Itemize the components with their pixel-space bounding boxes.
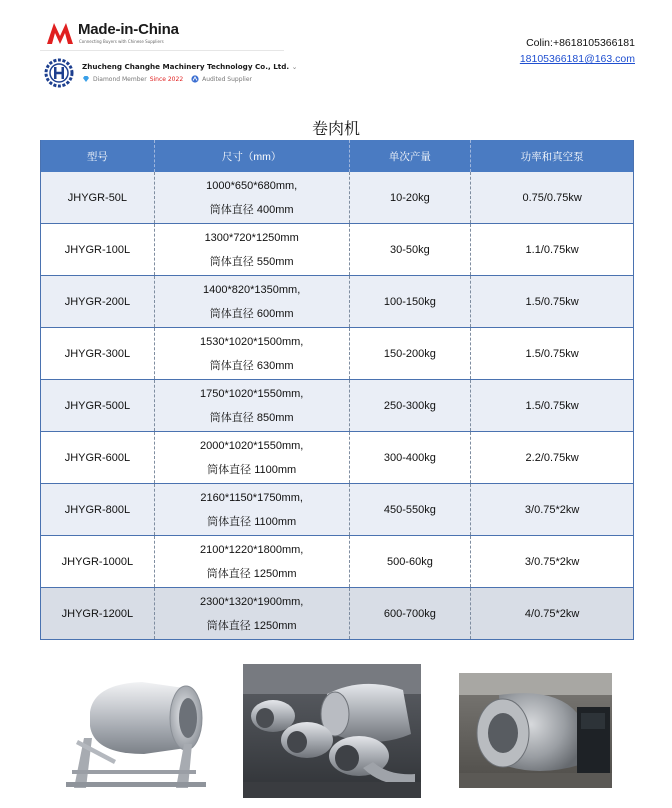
size-diameter: 筒体直径 600mm bbox=[209, 307, 294, 320]
size-diameter: 筒体直径 1250mm bbox=[206, 619, 297, 632]
cell-model: JHYGR-300L bbox=[41, 328, 155, 380]
size-diameter: 筒体直径 850mm bbox=[209, 411, 294, 424]
cell-size bbox=[154, 380, 349, 432]
size-dimensions: 1750*1020*1550mm, bbox=[199, 387, 304, 400]
cell-capacity: 10-20kg bbox=[349, 172, 471, 224]
cell-size bbox=[154, 276, 349, 328]
cell-capacity: 30-50kg bbox=[349, 224, 471, 276]
header-model: 型号 bbox=[41, 140, 155, 172]
m-logo-icon bbox=[46, 20, 76, 46]
size-diameter: 筒体直径 1100mm bbox=[207, 463, 297, 476]
size-dimensions: 1400*820*1350mm, bbox=[203, 283, 301, 296]
cell-power: 0.75/0.75kw bbox=[471, 172, 634, 224]
audited-supplier-icon bbox=[191, 75, 199, 83]
cell-power: 4/0.75*2kw bbox=[471, 588, 634, 640]
size-diameter: 筒体直径 550mm bbox=[209, 255, 294, 268]
diamond-icon bbox=[82, 75, 90, 83]
cell-power: 3/0.75*2kw bbox=[471, 484, 634, 536]
cell-model: JHYGR-200L bbox=[41, 276, 155, 328]
contact-phone: Colin:+8618105366181 bbox=[526, 37, 635, 49]
table-row bbox=[41, 172, 634, 224]
cell-capacity: 600-700kg bbox=[349, 588, 471, 640]
company-seal-icon bbox=[44, 58, 74, 88]
cell-power: 1.5/0.75kw bbox=[471, 380, 634, 432]
size-diameter: 筒体直径 1100mm bbox=[207, 515, 297, 528]
size-dimensions: 2000*1020*1550mm, bbox=[199, 439, 304, 452]
size-dimensions: 2300*1320*1900mm, bbox=[199, 595, 304, 608]
made-in-china-logo[interactable] bbox=[46, 20, 286, 50]
table-row bbox=[41, 224, 634, 276]
company-name: Zhucheng Changhe Machinery Technology Co., Ltd. ⌄ bbox=[82, 62, 298, 71]
cell-capacity: 250-300kg bbox=[349, 380, 471, 432]
cell-model: JHYGR-50L bbox=[41, 172, 155, 224]
company-info[interactable] bbox=[44, 58, 324, 90]
cell-power: 2.2/0.75kw bbox=[471, 432, 634, 484]
cell-capacity: 150-200kg bbox=[349, 328, 471, 380]
cell-capacity: 500-60kg bbox=[349, 536, 471, 588]
size-diameter: 筒体直径 400mm bbox=[209, 203, 294, 216]
tumbler-machine-photo bbox=[64, 670, 214, 790]
cell-size bbox=[154, 536, 349, 588]
brand-name: Made-in-China bbox=[78, 21, 179, 38]
audited-supplier-label: Audited Supplier bbox=[202, 75, 253, 83]
cell-size bbox=[154, 432, 349, 484]
cell-size bbox=[154, 328, 349, 380]
table-header-row bbox=[41, 140, 634, 172]
supplier-badges bbox=[82, 75, 252, 83]
cell-power: 1.5/0.75kw bbox=[471, 328, 634, 380]
contact-email-link[interactable]: 18105366181@163.com bbox=[519, 53, 635, 65]
cell-size bbox=[154, 224, 349, 276]
table-row bbox=[41, 276, 634, 328]
table-row bbox=[41, 328, 634, 380]
cell-size bbox=[154, 172, 349, 224]
cell-model: JHYGR-100L bbox=[41, 224, 155, 276]
header-power: 功率和真空泵 bbox=[471, 140, 634, 172]
brand-tagline: Connecting Buyers with Chinese Suppliers bbox=[79, 39, 164, 44]
cell-model: JHYGR-1000L bbox=[41, 536, 155, 588]
contact-info bbox=[520, 36, 635, 67]
cell-size bbox=[154, 588, 349, 640]
cell-power: 1.1/0.75kw bbox=[471, 224, 634, 276]
cell-capacity: 300-400kg bbox=[349, 432, 471, 484]
cell-model: JHYGR-600L bbox=[41, 432, 155, 484]
page-title: 卷肉机 bbox=[311, 119, 360, 138]
spec-table bbox=[40, 140, 634, 640]
size-dimensions: 2160*1150*1750mm, bbox=[200, 491, 303, 504]
size-dimensions: 1300*720*1250mm bbox=[204, 231, 299, 244]
cell-size bbox=[154, 484, 349, 536]
cell-model: JHYGR-1200L bbox=[41, 588, 155, 640]
table-row bbox=[41, 380, 634, 432]
table-row bbox=[41, 432, 634, 484]
size-dimensions: 2100*1220*1800mm, bbox=[199, 543, 304, 556]
header-divider bbox=[40, 50, 284, 51]
table-row bbox=[41, 536, 634, 588]
member-label: Diamond Member bbox=[93, 75, 147, 83]
size-diameter: 筒体直径 1250mm bbox=[206, 567, 297, 580]
size-diameter: 筒体直径 630mm bbox=[209, 359, 294, 372]
table-row bbox=[41, 588, 634, 640]
tumbler-with-control-cabinet-photo bbox=[459, 673, 612, 788]
cell-model: JHYGR-800L bbox=[41, 484, 155, 536]
size-dimensions: 1000*650*680mm, bbox=[206, 179, 298, 192]
header-size: 尺寸（mm） bbox=[154, 140, 349, 172]
chevron-down-icon[interactable]: ⌄ bbox=[291, 63, 298, 71]
cell-power: 1.5/0.75kw bbox=[471, 276, 634, 328]
cell-model: JHYGR-500L bbox=[41, 380, 155, 432]
cell-power: 3/0.75*2kw bbox=[471, 536, 634, 588]
member-since: Since 2022 bbox=[149, 75, 184, 83]
cell-capacity: 450-550kg bbox=[349, 484, 471, 536]
header-capacity: 单次产量 bbox=[349, 140, 471, 172]
factory-tumblers-photo bbox=[243, 664, 421, 798]
table-row bbox=[41, 484, 634, 536]
cell-capacity: 100-150kg bbox=[349, 276, 471, 328]
size-dimensions: 1530*1020*1500mm, bbox=[199, 335, 304, 348]
